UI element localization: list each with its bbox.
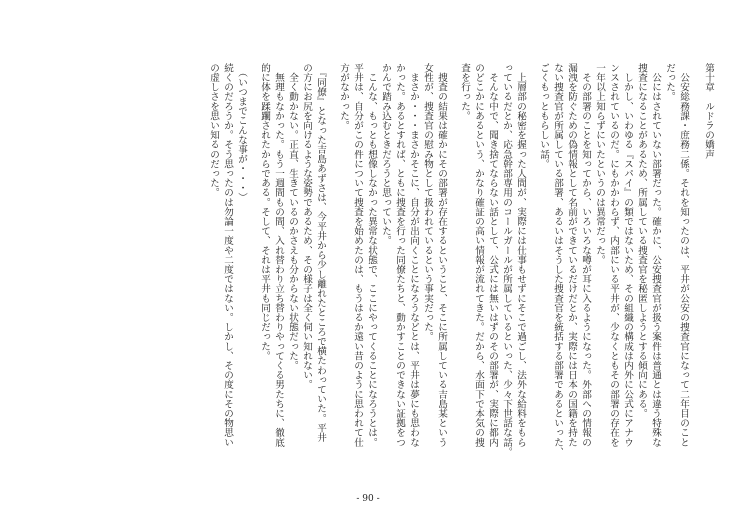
text-line: 一年以上知らずにいたというのは異常だった。 [594, 63, 605, 265]
text-line: 続くのだろうか。そう思ったのは勿論一度や二度ではない。しかし、その度にその物思い [222, 63, 233, 447]
text-line: 全く動かない。正直、生きているのかさえも分からない状態だった。 [287, 63, 298, 371]
text-line: そんな中で、聞き捨てならない話として、公式には無いはずのその部署が、実際に都内 [487, 63, 498, 447]
paragraph-group [206, 63, 248, 463]
page-number: - 90 - [356, 494, 380, 504]
text-line: 無理もなかった。もう一週間もの間、入れ替わり立ち替わりやってくる男たちに、徹底 [273, 63, 284, 447]
text-line: 方がなかった。 [338, 63, 349, 131]
text-line: 公にはされていない部署だった。確かに、公安捜査官が扱う案件は普通とは違う特殊な [650, 63, 661, 447]
text-line: ンスされているのだ。にもかかわらず、内部にいる平井が、少なくともその部署の存在を [608, 63, 619, 447]
text-line: 女性が、捜査官の慰み物として扱われているという事実だった。 [422, 63, 433, 342]
text-line: 漏洩を防ぐための偽情報として名前ができているだけだとか、実際には日本の国籍を持た [566, 63, 577, 447]
text-line: その部署のことを知ってから、いろいろな噂が耳に入るようになった。外部への情報の [580, 63, 591, 447]
text-line: だった。 [664, 63, 675, 102]
text-line: 的に体を蹂躙されたからである。そして、それは平井も同じだった。 [259, 63, 270, 361]
text-line: （いつまでこんな事が・・・） [236, 63, 247, 203]
text-line: ごくもっともらしい話。 [538, 63, 549, 169]
text-line: の方にお尻を向けるような姿勢であるため、その様子は全く伺い知れない。 [301, 63, 312, 390]
text-line: しかし、いわゆる『スパイ』の類ではないため、その組織の構成は内外に公式にアナウ [622, 63, 633, 447]
text-line: の虚しさを思い知るのだった。 [208, 63, 219, 198]
text-line: 査を行った。 [459, 63, 470, 121]
text-line: 『同僚』となった吉島あずさは、今平井から少し離れたところで横たわっていた。平井 [315, 63, 326, 443]
text-line: 上層部の秘密を握った人間が、実際には仕事もせずにそこで過ごし、法外な給料をもら [515, 63, 526, 447]
text-line: かった。あるとすれば、ともに捜査を行った同僚たちと、動かすことのできない証拠をつ [394, 63, 405, 447]
chapter-title: 第十章 ルドラの嬌声 [703, 63, 714, 159]
paragraph-group [257, 63, 327, 463]
text-line: 平井は、自分がこの件について捜査を始めたのは、もうはるか遠い昔のように思われて仕 [352, 63, 363, 447]
text-line: のどこかにあるという、かなり確証の高い情報が流れてきた。だから、水面下で本気の捜 [473, 63, 484, 447]
text-line: 捜査の結果は確かにその部署が存在するということ、そこに所属している吉島某という [436, 63, 447, 447]
paragraph-group [336, 63, 448, 463]
text-line: まさか・・・まさかそこに、自分が出向くことになろうなどとは、平井は夢にも思わな [408, 63, 419, 447]
text-line: ない捜査官が所属している部署、あるいはそうした捜査官を統括する部署であるといった、 [552, 63, 563, 457]
text-line: 捜査になることがあるため、所属している捜査官を秘匿しようとする傾向にある。 [636, 63, 647, 419]
paragraph-group [457, 63, 527, 463]
text-body [206, 63, 715, 463]
text-line: 公安総務課・庶務二係。それを知ったのは、平井が公安の捜査官になって二年目のこと [678, 63, 689, 447]
text-line: こんな、もっとも想像しなかった異常な状態で、ここにやってくることになろうとは。 [366, 63, 377, 447]
text-line: っているだとか、応急幹部専用のコールガールが所属しているといった、少々下世話な話。 [501, 63, 512, 457]
paragraph-group [536, 63, 690, 463]
text-line: かんで踏み込むときだろうと思っていた。 [380, 63, 391, 246]
